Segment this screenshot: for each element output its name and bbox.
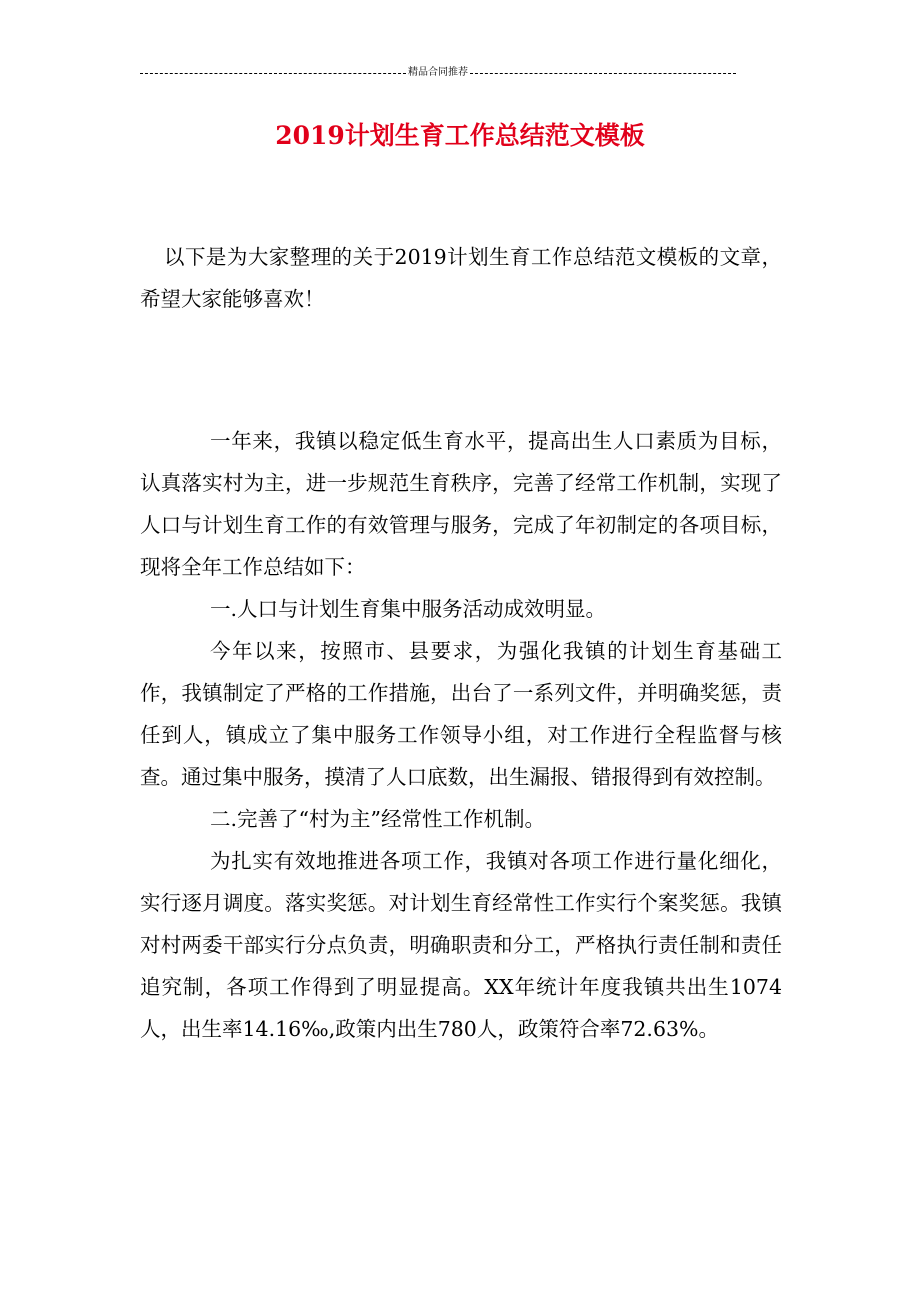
header-text: 精品合同推荐 [408, 67, 468, 78]
header-dash-left [140, 73, 406, 74]
document-title: 2019计划生育工作总结范文模板 [275, 121, 645, 150]
paragraph-section-1: 今年以来，按照市、县要求，为强化我镇的计划生育基础工作，我镇制定了严格的工作措施，出台了一系列文件，并明确奖惩，责任到人，镇成立了集中服务工作领导小组，对工作进行全程监督与核查。通过集中服务，摸清了人口底数，出生漏报、错报得到有效控制。 [140, 639, 782, 789]
document-body [140, 236, 782, 1050]
intro-paragraph: 以下是为大家整理的关于2019计划生育工作总结范文模板的文章，希望大家能够喜欢！ [140, 245, 782, 311]
spacer [140, 320, 782, 420]
paragraph-summary: 一年来，我镇以稳定低生育水平，提高出生人口素质为目标，认真落实村为主，进一步规范生育秩序，完善了经常工作机制，实现了人口与计划生育工作的有效管理与服务，完成了年初制定的各项目标，现将全年工作总结如下： [140, 429, 782, 579]
section-heading-2: 二.完善了“村为主”经常性工作机制。 [210, 807, 545, 831]
page-header [140, 66, 736, 80]
paragraph-section-2: 为扎实有效地推进各项工作，我镇对各项工作进行量化细化，实行逐月调度。落实奖惩。对计划生育经常性工作实行个案奖惩。我镇对村两委干部实行分点负责，明确职责和分工，严格执行责任制和责任追究制，各项工作得到了明显提高。XX年统计年度我镇共出生1074人，出生率14.16‰,政策内出生780人，政策符合率72.63%。 [140, 849, 782, 1041]
section-heading-1: 一.人口与计划生育集中服务活动成效明显。 [210, 597, 607, 621]
header-dash-right [470, 73, 736, 74]
